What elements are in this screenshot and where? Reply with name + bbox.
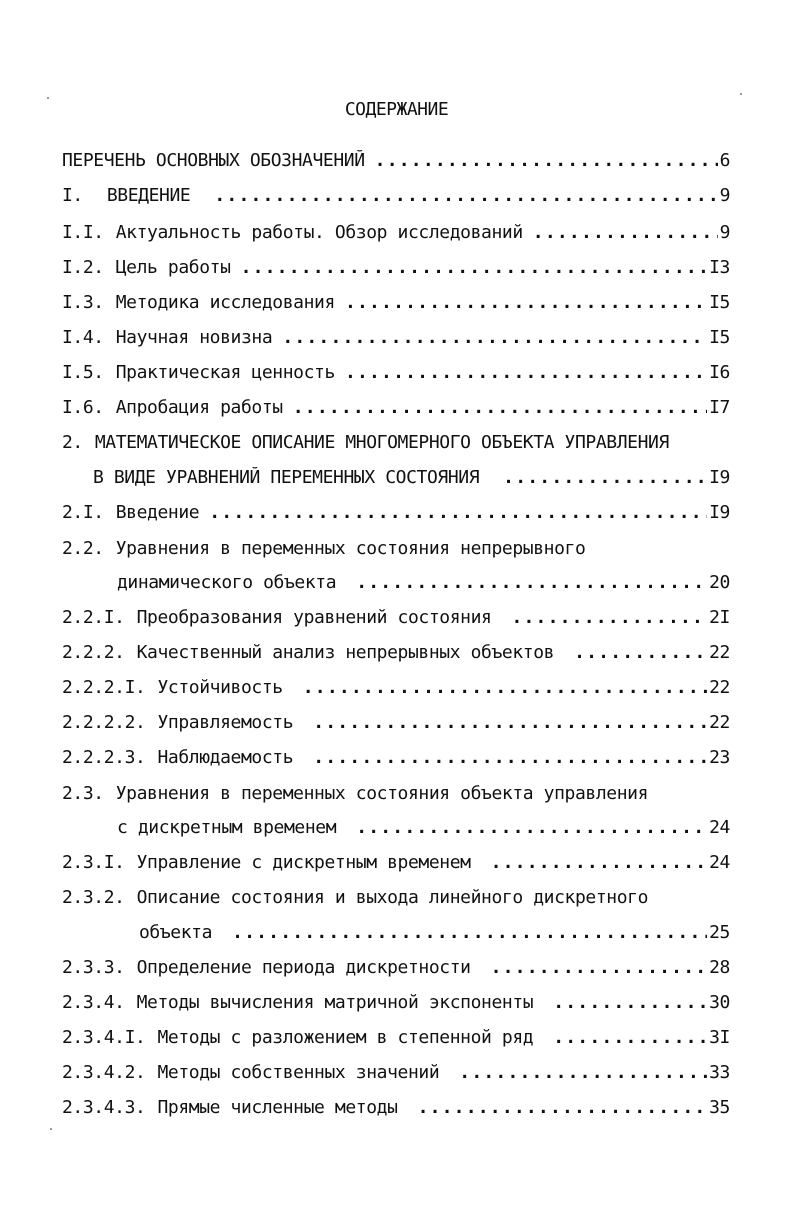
toc-entry-page: I7	[709, 397, 730, 418]
toc-entry-number: 2.3.	[62, 783, 104, 804]
toc-entry	[62, 1097, 730, 1127]
toc-entry-number: I.4.	[62, 327, 104, 348]
toc-leader-dots	[356, 817, 707, 838]
toc-entry-number: 2.3.4.2.	[62, 1062, 146, 1083]
toc-entry-number: I.3.	[62, 292, 104, 313]
page-title: СОДЕРЖАНИЕ	[344, 99, 449, 120]
toc-entry-number: I.2.	[62, 257, 104, 278]
toc-entry-page: 33	[709, 1062, 730, 1083]
toc-entry	[62, 362, 730, 392]
toc-entry-text: Цель работы	[115, 257, 231, 278]
toc-entry	[62, 1027, 730, 1057]
toc-entry-number: 2.2.2.I.	[62, 677, 146, 698]
toc-entry-text: ПЕРЕЧЕНЬ ОСНОВНЫХ ОБОЗНАЧЕНИЙ	[62, 150, 365, 171]
toc-entry-text: Преобразования уравнений состояния	[136, 607, 492, 628]
toc-entry-number: 2.2.2.	[62, 642, 125, 663]
toc-entry-text: Методы с разложением в степенной ряд	[157, 1027, 534, 1048]
toc-entry-text: объекта	[139, 922, 213, 943]
toc-entry-number: 2.3.4.3.	[62, 1097, 146, 1118]
toc-entry-number: 2.I.	[62, 502, 104, 523]
toc-entry-page: I6	[709, 362, 730, 383]
toc-leader-dots	[375, 150, 718, 171]
toc-entry	[62, 397, 730, 427]
toc-entry-page: 22	[709, 712, 730, 733]
toc-entry-text: Качественный анализ непрерывных объектов	[136, 642, 555, 663]
toc-entry-page: 24	[709, 817, 730, 838]
toc-entry-page: 35	[709, 1097, 730, 1118]
toc-entry-page: 25	[709, 922, 730, 943]
toc-entry-number: 2.2.2.3.	[62, 747, 146, 768]
toc-entry-text: Прямые численные методы	[157, 1097, 398, 1118]
toc-entry-text: Введение	[115, 502, 200, 523]
toc-leader-dots	[293, 397, 707, 418]
toc-entry-page: I9	[709, 502, 730, 523]
toc-entry	[62, 712, 730, 742]
toc-entry-page: 9	[719, 185, 730, 206]
toc-entry	[62, 222, 730, 252]
toc-leader-dots	[418, 1097, 708, 1118]
scan-speck	[740, 93, 742, 95]
toc-entry-page: I5	[709, 327, 730, 348]
toc-entry-page: 30	[709, 992, 730, 1013]
toc-leader-dots	[574, 642, 707, 663]
toc-leader-dots	[214, 185, 717, 206]
toc-leader-dots	[511, 607, 707, 628]
toc-leader-dots	[356, 572, 707, 593]
toc-entry-number: 2.3.4.	[62, 992, 125, 1013]
toc-entry-text: Управляемость	[157, 712, 294, 733]
toc-entry-text: Наблюдаемость	[157, 747, 294, 768]
toc-entry-text: Методы собственных значений	[157, 1062, 440, 1083]
toc-entry-text: Устойчивость	[157, 677, 283, 698]
toc-leader-dots	[491, 957, 708, 978]
toc-entry-number: I.5.	[62, 362, 104, 383]
toc-leader-dots	[241, 257, 708, 278]
toc-entry-text: Научная новизна	[115, 327, 273, 348]
toc-entry	[62, 327, 730, 357]
toc-entry	[62, 677, 730, 707]
toc-entry-page: 2I	[709, 607, 730, 628]
toc-entry	[62, 887, 730, 917]
toc-leader-dots	[503, 467, 707, 488]
toc-entry-text: Определение периода дискретности	[136, 957, 471, 978]
toc-leader-dots	[553, 1027, 707, 1048]
toc-entry-number: 2.2.I.	[62, 607, 125, 628]
toc-leader-dots	[345, 362, 707, 383]
toc-entry	[62, 432, 730, 462]
toc-entry-page: 24	[709, 852, 730, 873]
toc-entry-text: Апробация работы	[115, 397, 283, 418]
toc-entry	[62, 502, 730, 532]
toc-entry	[62, 185, 730, 215]
toc-entry	[62, 607, 730, 637]
toc-entry-number: 2.3.3.	[62, 957, 125, 978]
toc-leader-dots	[491, 852, 708, 873]
toc-leader-dots	[209, 502, 707, 523]
toc-entry	[62, 747, 730, 777]
toc-entry	[62, 783, 730, 813]
toc-entry	[62, 957, 730, 987]
toc-leader-dots	[553, 992, 707, 1013]
toc-entry-number: 2.	[62, 432, 83, 453]
toc-entry-number: 2.2.2.2.	[62, 712, 146, 733]
toc-entry-page: I3	[709, 257, 730, 278]
toc-entry-number: 2.2.	[62, 538, 104, 559]
toc-entry	[62, 992, 730, 1022]
toc-leader-dots	[313, 747, 707, 768]
toc-entry	[93, 467, 730, 497]
toc-entry-text: с дискретным временем	[117, 817, 337, 838]
toc-leader-dots	[533, 222, 718, 243]
toc-entry	[62, 257, 730, 287]
toc-entry	[62, 1062, 730, 1092]
toc-entry	[62, 852, 730, 882]
toc-entry-text: Уравнения в переменных состояния объекта управления	[115, 783, 649, 804]
toc-entry	[62, 150, 730, 180]
toc-entry-text: динамического объекта	[117, 572, 337, 593]
toc-entry-text: Описание состояния и выхода линейного дискретного	[136, 887, 649, 908]
toc-entry-text: ВВЕДЕНИЕ	[106, 185, 191, 206]
toc-entry-text: Актуальность работы. Обзор исследований	[115, 222, 523, 243]
toc-entry	[117, 572, 730, 602]
toc-leader-dots	[303, 677, 707, 698]
toc-entry-text: В ВИДЕ УРАВНЕНИЙ ПЕРЕМЕННЫХ СОСТОЯНИЯ	[93, 467, 480, 488]
toc-entry-number: I.I.	[62, 222, 104, 243]
toc-entry-page: I5	[709, 292, 730, 313]
scan-speck	[50, 1128, 52, 1130]
toc-entry-page: 22	[709, 677, 730, 698]
toc-entry-text: Уравнения в переменных состояния непрерывного	[115, 538, 586, 559]
toc-entry-text: Методика исследования	[115, 292, 335, 313]
toc-leader-dots	[459, 1062, 707, 1083]
toc-entry-page: 23	[709, 747, 730, 768]
toc-entry-number: 2.3.I.	[62, 852, 125, 873]
toc-leader-dots	[313, 712, 707, 733]
toc-entry-number: I.	[62, 185, 83, 206]
toc-leader-dots	[282, 327, 707, 348]
toc-entry-page: I9	[709, 467, 730, 488]
toc-entry-page: 9	[719, 222, 730, 243]
toc-entry-number: 2.3.2.	[62, 887, 125, 908]
toc-entry	[139, 922, 730, 952]
toc-entry-text: МАТЕМАТИЧЕСКОЕ ОПИСАНИЕ МНОГОМЕРНОГО ОБЪЕКТА УПРАВЛЕНИЯ	[94, 432, 669, 453]
toc-leader-dots	[345, 292, 707, 313]
toc-entry	[62, 538, 730, 568]
toc-entry-number: I.6.	[62, 397, 104, 418]
toc-entry-page: 22	[709, 642, 730, 663]
scan-speck	[47, 97, 49, 99]
toc-entry	[117, 817, 730, 847]
toc-entry	[62, 642, 730, 672]
toc-entry-page: 6	[719, 150, 730, 171]
toc-entry-page: 20	[709, 572, 730, 593]
toc-leader-dots	[232, 922, 707, 943]
toc-entry-text: Методы вычисления матричной экспоненты	[136, 992, 534, 1013]
toc-entry-number: 2.3.4.I.	[62, 1027, 146, 1048]
toc-entry-page: 28	[709, 957, 730, 978]
toc-entry	[62, 292, 730, 322]
toc-entry-page: 3I	[709, 1027, 730, 1048]
toc-entry-text: Практическая ценность	[115, 362, 335, 383]
toc-entry-text: Управление с дискретным временем	[136, 852, 471, 873]
